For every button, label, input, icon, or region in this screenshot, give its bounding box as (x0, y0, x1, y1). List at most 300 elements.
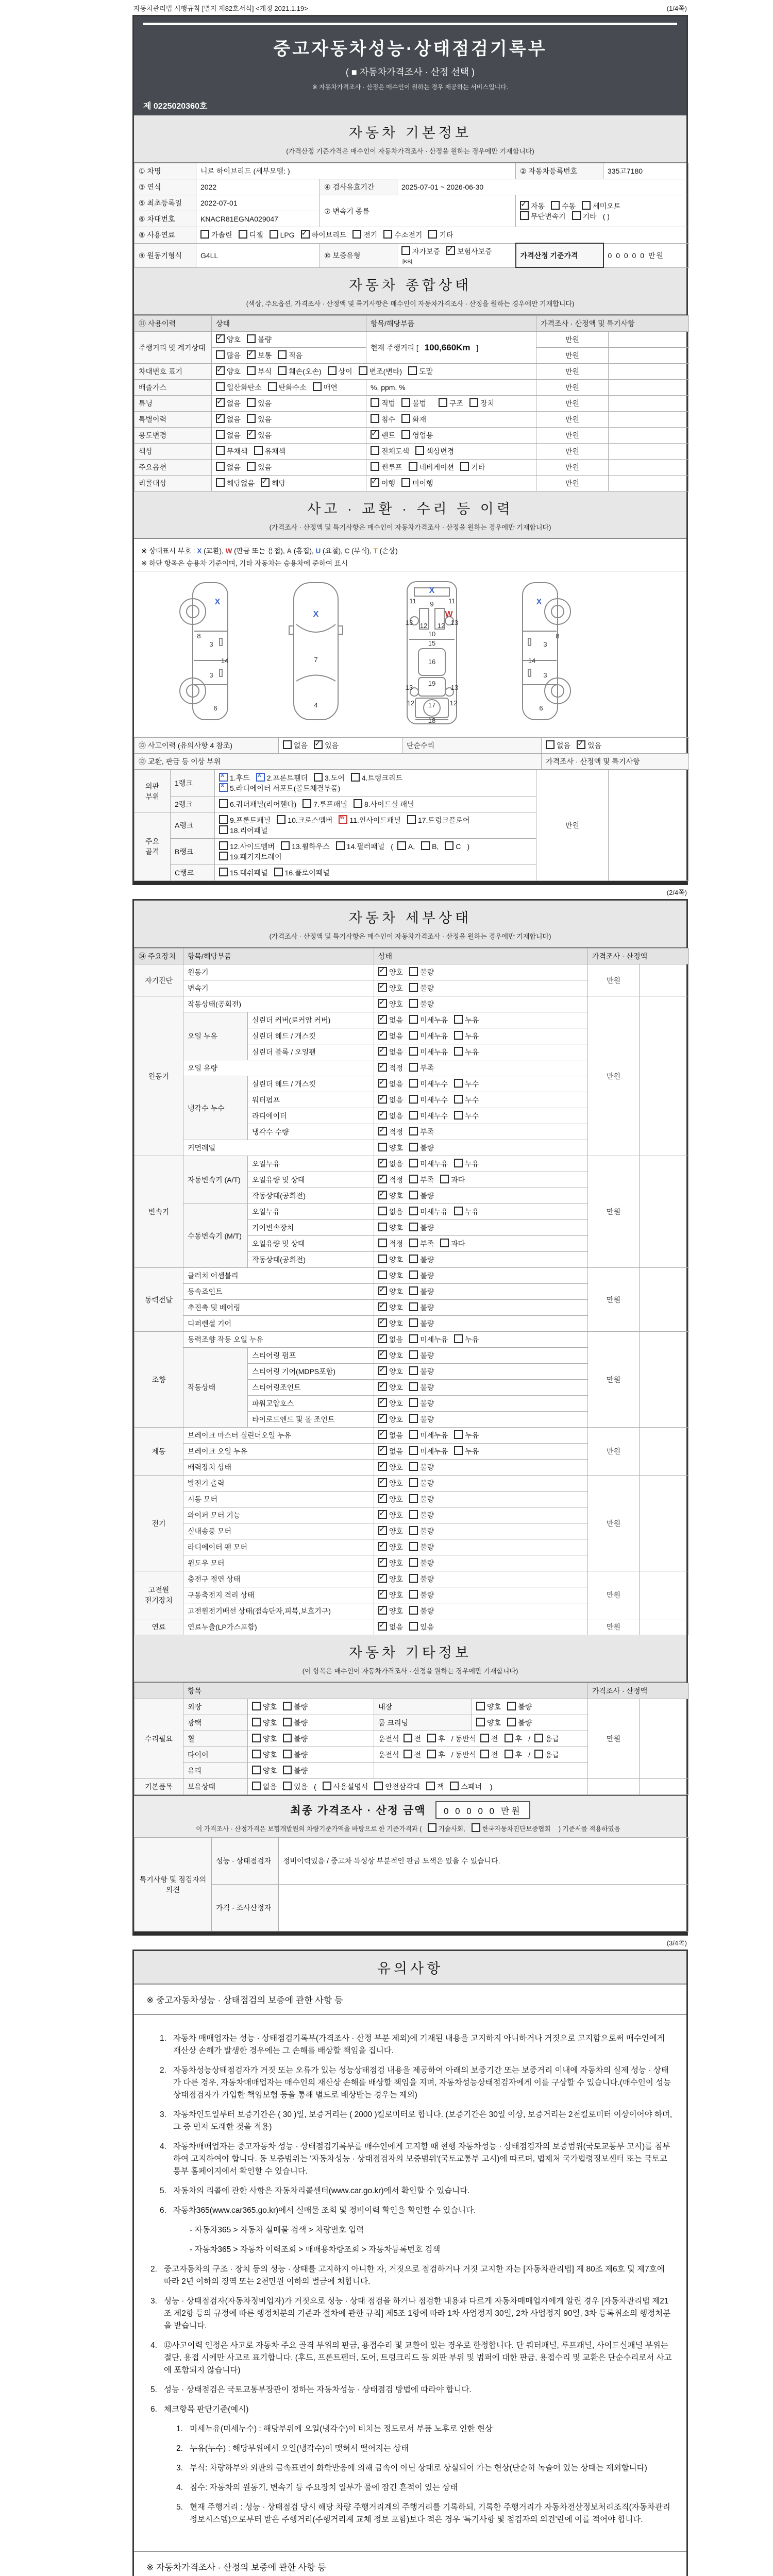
checkbox-option[interactable] (409, 1127, 434, 1137)
checkbox[interactable] (421, 841, 430, 850)
checkbox-option[interactable] (378, 1191, 403, 1201)
checkbox[interactable] (216, 462, 225, 471)
checkbox-option[interactable] (283, 1782, 308, 1792)
checkbox-option[interactable] (439, 398, 463, 409)
checkbox-option[interactable] (409, 1606, 434, 1616)
checkbox[interactable] (507, 1702, 516, 1710)
checkbox-option[interactable] (352, 230, 377, 240)
checkbox-option[interactable] (409, 1478, 434, 1488)
checkbox[interactable] (371, 446, 379, 455)
checkbox-option[interactable] (476, 1702, 501, 1712)
checkbox-option[interactable] (404, 1734, 422, 1744)
checkbox[interactable] (409, 1286, 418, 1295)
checkbox-option[interactable] (460, 462, 485, 472)
checkbox[interactable] (219, 825, 228, 834)
checkbox-option[interactable] (409, 1015, 448, 1025)
checkbox-option[interactable] (408, 366, 433, 377)
checkbox-option[interactable] (351, 773, 402, 783)
checkbox[interactable] (219, 841, 228, 850)
checkbox[interactable] (409, 1446, 418, 1455)
checkbox[interactable] (301, 230, 310, 239)
checkbox[interactable] (428, 1823, 436, 1832)
checkbox[interactable] (408, 366, 417, 375)
checkbox[interactable] (378, 1542, 387, 1551)
checkbox[interactable] (454, 1207, 463, 1215)
checkbox[interactable] (378, 1462, 387, 1471)
checkbox[interactable] (534, 1734, 543, 1742)
checkbox-option[interactable] (378, 1494, 403, 1504)
checkbox[interactable] (378, 999, 387, 1008)
checkbox[interactable] (216, 382, 225, 391)
checkbox-option[interactable] (409, 1334, 448, 1345)
checkbox-option[interactable] (378, 1015, 403, 1025)
checkbox[interactable] (313, 382, 322, 391)
checkbox[interactable] (409, 1574, 418, 1583)
checkbox-option[interactable] (454, 1095, 479, 1105)
checkbox-option[interactable] (415, 446, 454, 456)
checkbox-option[interactable] (323, 1782, 368, 1792)
checkbox[interactable] (247, 334, 256, 343)
checkbox-option[interactable] (409, 1191, 434, 1201)
checkbox[interactable] (454, 1111, 463, 1120)
checkbox-option[interactable] (378, 1175, 403, 1185)
checkbox[interactable] (378, 1526, 387, 1535)
checkbox-option[interactable] (409, 999, 434, 1009)
checkbox-option[interactable] (254, 446, 286, 456)
checkbox-option[interactable] (328, 366, 352, 377)
checkbox[interactable] (460, 462, 469, 471)
checkbox[interactable] (354, 799, 362, 808)
checkbox[interactable] (454, 1334, 463, 1343)
checkbox[interactable] (378, 1143, 387, 1151)
checkbox[interactable] (409, 1302, 418, 1311)
checkbox[interactable] (520, 201, 529, 210)
checkbox[interactable] (409, 1478, 418, 1487)
checkbox[interactable] (351, 773, 360, 782)
checkbox-option[interactable] (378, 1143, 403, 1153)
checkbox[interactable] (409, 1494, 418, 1503)
checkbox-option[interactable] (409, 1286, 434, 1297)
checkbox-option[interactable] (371, 478, 395, 488)
checkbox-option[interactable] (409, 1526, 434, 1536)
checkbox[interactable] (283, 1734, 292, 1742)
checkbox[interactable] (278, 366, 287, 375)
checkbox[interactable] (407, 815, 416, 824)
checkbox[interactable] (378, 1574, 387, 1583)
checkbox-option[interactable] (216, 334, 241, 345)
checkbox-option[interactable] (409, 1111, 448, 1121)
checkbox-option[interactable] (409, 1382, 434, 1393)
checkbox-option[interactable] (252, 1750, 277, 1760)
checkbox[interactable] (378, 1558, 387, 1567)
checkbox-option[interactable] (409, 1047, 448, 1057)
checkbox[interactable] (409, 967, 418, 976)
checkbox[interactable] (409, 1127, 418, 1136)
checkbox[interactable] (252, 1718, 261, 1726)
checkbox[interactable] (409, 1430, 418, 1439)
checkbox[interactable] (247, 366, 256, 375)
checkbox[interactable] (409, 983, 418, 992)
checkbox[interactable] (409, 1159, 418, 1167)
checkbox[interactable] (378, 1510, 387, 1519)
checkbox-option[interactable] (446, 246, 492, 257)
checkbox[interactable] (378, 1239, 387, 1247)
checkbox-option[interactable] (239, 230, 263, 240)
checkbox-option[interactable] (378, 1063, 403, 1073)
checkbox[interactable] (378, 1430, 387, 1439)
checkbox[interactable] (378, 967, 387, 976)
checkbox-option[interactable] (339, 815, 401, 825)
checkbox-option[interactable] (409, 1366, 434, 1377)
checkbox-option[interactable] (247, 334, 272, 345)
checkbox[interactable] (283, 1750, 292, 1758)
checkbox-option[interactable] (378, 1286, 403, 1297)
checkbox[interactable] (507, 1718, 516, 1726)
checkbox-option[interactable] (378, 1207, 403, 1217)
checkbox[interactable] (378, 1366, 387, 1375)
checkbox[interactable] (378, 1622, 387, 1631)
checkbox-option[interactable] (378, 1542, 403, 1552)
checkbox-option[interactable] (252, 1702, 277, 1712)
checkbox[interactable] (472, 1823, 480, 1832)
checkbox[interactable] (216, 446, 225, 455)
checkbox-option[interactable] (378, 1270, 403, 1281)
checkbox-option[interactable] (247, 414, 272, 425)
checkbox[interactable] (582, 201, 591, 210)
checkbox[interactable] (409, 1510, 418, 1519)
checkbox-option[interactable] (252, 1718, 277, 1728)
checkbox-option[interactable] (200, 230, 232, 240)
checkbox[interactable] (219, 852, 228, 860)
checkbox[interactable] (239, 230, 247, 239)
checkbox[interactable] (409, 1622, 418, 1631)
checkbox[interactable] (409, 1143, 418, 1151)
checkbox-option[interactable] (378, 1478, 403, 1488)
checkbox[interactable] (409, 1111, 418, 1120)
checkbox-option[interactable] (378, 1446, 403, 1456)
checkbox-option[interactable] (409, 1398, 434, 1409)
checkbox[interactable] (409, 1590, 418, 1599)
checkbox[interactable] (254, 446, 263, 455)
checkbox-option[interactable] (409, 1143, 434, 1153)
checkbox[interactable] (409, 1031, 418, 1040)
checkbox-option[interactable] (219, 799, 296, 809)
checkbox[interactable] (328, 366, 337, 375)
checkbox-option[interactable] (409, 462, 455, 472)
checkbox-option[interactable] (378, 1318, 403, 1329)
checkbox[interactable] (409, 1398, 418, 1407)
checkbox[interactable] (454, 1446, 463, 1455)
checkbox-option[interactable] (283, 1750, 308, 1760)
checkbox[interactable] (371, 478, 379, 487)
checkbox-option[interactable] (378, 1302, 403, 1313)
checkbox-option[interactable] (378, 1031, 403, 1041)
checkbox[interactable] (274, 868, 283, 876)
checkbox[interactable] (409, 1350, 418, 1359)
checkbox[interactable] (427, 1734, 436, 1742)
checkbox[interactable] (378, 1398, 387, 1407)
checkbox[interactable] (428, 230, 437, 239)
checkbox[interactable] (480, 1734, 489, 1742)
checkbox-option[interactable] (354, 799, 414, 809)
checkbox-option[interactable] (409, 1414, 434, 1425)
checkbox[interactable] (374, 1782, 383, 1790)
checkbox[interactable] (216, 350, 225, 359)
checkbox-option[interactable] (261, 478, 285, 488)
checkbox[interactable] (378, 1207, 387, 1215)
checkbox-option[interactable] (409, 1302, 434, 1313)
checkbox-option[interactable] (409, 1079, 448, 1089)
checkbox-option[interactable] (409, 1542, 434, 1552)
checkbox-option[interactable] (256, 773, 308, 783)
checkbox-option[interactable] (397, 841, 415, 851)
checkbox[interactable] (378, 1478, 387, 1487)
checkbox-option[interactable] (216, 430, 241, 440)
checkbox[interactable] (268, 382, 277, 391)
checkbox-option[interactable] (401, 430, 433, 440)
checkbox-option[interactable] (409, 1031, 448, 1041)
checkbox-option[interactable] (427, 1750, 445, 1760)
checkbox[interactable] (378, 1382, 387, 1391)
checkbox-option[interactable] (216, 382, 262, 393)
checkbox[interactable] (401, 478, 410, 487)
checkbox[interactable] (200, 230, 209, 239)
checkbox[interactable] (283, 1702, 292, 1710)
checkbox[interactable] (409, 1223, 418, 1231)
checkbox[interactable] (378, 1414, 387, 1423)
checkbox-option[interactable] (409, 1430, 448, 1440)
checkbox[interactable] (551, 201, 560, 210)
checkbox-option[interactable] (476, 1718, 501, 1728)
checkbox-option[interactable] (378, 1382, 403, 1393)
checkbox-option[interactable] (378, 1430, 403, 1440)
checkbox-option[interactable] (378, 1350, 403, 1361)
checkbox-option[interactable] (378, 1047, 403, 1057)
checkbox-option[interactable] (216, 350, 241, 361)
checkbox[interactable] (252, 1734, 261, 1742)
checkbox[interactable] (409, 1382, 418, 1391)
checkbox[interactable] (256, 773, 265, 782)
checkbox[interactable] (378, 1111, 387, 1120)
checkbox-option[interactable] (278, 366, 321, 377)
checkbox-option[interactable] (409, 983, 434, 993)
checkbox[interactable] (401, 246, 410, 255)
checkbox-option[interactable] (409, 1223, 434, 1233)
checkbox-option[interactable] (314, 773, 345, 783)
checkbox[interactable] (409, 1079, 418, 1088)
checkbox[interactable] (216, 334, 225, 343)
checkbox-option[interactable] (409, 1207, 448, 1217)
checkbox[interactable] (378, 1047, 387, 1056)
checkbox-option[interactable] (378, 1526, 403, 1536)
checkbox[interactable] (336, 841, 345, 850)
checkbox-option[interactable] (378, 1574, 403, 1584)
checkbox-option[interactable] (371, 430, 395, 440)
checkbox[interactable] (454, 1031, 463, 1040)
checkbox-option[interactable] (428, 1823, 465, 1833)
checkbox-option[interactable] (378, 1111, 403, 1121)
checkbox-option[interactable] (507, 1702, 532, 1712)
checkbox[interactable] (378, 1175, 387, 1183)
checkbox-option[interactable] (409, 1159, 448, 1169)
checkbox-option[interactable] (401, 478, 433, 488)
checkbox[interactable] (219, 773, 228, 782)
checkbox-option[interactable] (454, 1047, 479, 1057)
checkbox-option[interactable] (454, 1079, 479, 1089)
checkbox[interactable] (378, 1191, 387, 1199)
checkbox-option[interactable] (301, 230, 347, 240)
checkbox-option[interactable] (505, 1750, 523, 1760)
checkbox[interactable] (409, 1015, 418, 1024)
checkbox[interactable] (409, 1191, 418, 1199)
checkbox-option[interactable] (409, 1239, 434, 1249)
checkbox-option[interactable] (520, 201, 545, 211)
checkbox-option[interactable] (404, 1750, 422, 1760)
checkbox[interactable] (378, 1127, 387, 1136)
checkbox[interactable] (378, 1318, 387, 1327)
checkbox-option[interactable] (283, 1702, 308, 1712)
checkbox[interactable] (247, 430, 256, 439)
checkbox-option[interactable] (378, 983, 403, 993)
checkbox-option[interactable] (469, 398, 494, 409)
checkbox[interactable] (378, 1446, 387, 1455)
checkbox-option[interactable] (270, 230, 295, 239)
checkbox-option[interactable] (534, 1750, 559, 1760)
checkbox-option[interactable] (359, 366, 402, 377)
checkbox-option[interactable] (505, 1734, 523, 1744)
checkbox-option[interactable] (409, 1574, 434, 1584)
checkbox-option[interactable] (421, 841, 439, 851)
checkbox-option[interactable] (546, 740, 570, 751)
checkbox[interactable] (378, 1015, 387, 1024)
checkbox[interactable] (404, 1734, 412, 1742)
checkbox-option[interactable] (534, 1734, 559, 1744)
checkbox[interactable] (409, 1239, 418, 1247)
checkbox[interactable] (378, 1286, 387, 1295)
checkbox-option[interactable] (371, 446, 409, 456)
checkbox[interactable] (401, 398, 410, 407)
checkbox[interactable] (440, 1175, 449, 1183)
checkbox-option[interactable] (216, 478, 255, 488)
checkbox[interactable] (409, 1207, 418, 1215)
checkbox[interactable] (283, 1782, 292, 1790)
checkbox-option[interactable] (378, 1558, 403, 1568)
checkbox-option[interactable] (378, 1127, 403, 1137)
checkbox-option[interactable] (247, 430, 272, 440)
checkbox-option[interactable] (440, 1175, 465, 1185)
checkbox[interactable] (426, 1782, 435, 1790)
checkbox-option[interactable] (383, 230, 422, 240)
checkbox-option[interactable] (247, 398, 272, 409)
checkbox[interactable] (219, 783, 228, 792)
checkbox-option[interactable] (450, 1782, 482, 1792)
checkbox-option[interactable] (480, 1734, 498, 1744)
checkbox-option[interactable] (378, 1079, 403, 1089)
checkbox-option[interactable] (409, 1622, 434, 1632)
checkbox[interactable] (283, 1766, 292, 1774)
checkbox[interactable] (409, 462, 417, 471)
checkbox[interactable] (446, 246, 455, 255)
checkbox-option[interactable] (407, 815, 470, 825)
checkbox-option[interactable] (454, 1446, 479, 1456)
checkbox[interactable] (440, 1239, 449, 1247)
checkbox[interactable] (401, 430, 410, 439)
checkbox[interactable] (359, 366, 367, 375)
checkbox[interactable] (409, 1366, 418, 1375)
checkbox[interactable] (454, 1079, 463, 1088)
checkbox-option[interactable] (409, 1318, 434, 1329)
checkbox[interactable] (534, 1750, 543, 1758)
checkbox-option[interactable] (219, 783, 340, 793)
checkbox-option[interactable] (577, 740, 601, 751)
checkbox-option[interactable] (252, 1766, 277, 1776)
checkbox[interactable] (378, 1334, 387, 1343)
checkbox[interactable] (281, 841, 290, 850)
checkbox-option[interactable] (374, 1782, 420, 1792)
checkbox[interactable] (378, 1350, 387, 1359)
checkbox[interactable] (314, 773, 323, 782)
checkbox[interactable] (450, 1782, 459, 1790)
checkbox[interactable] (283, 1718, 292, 1726)
checkbox-option[interactable] (247, 350, 272, 361)
checkbox[interactable] (303, 799, 311, 808)
checkbox-option[interactable] (216, 446, 248, 456)
checkbox[interactable] (323, 1782, 331, 1790)
checkbox-option[interactable] (409, 1494, 434, 1504)
checkbox-option[interactable] (247, 462, 272, 472)
checkbox[interactable] (409, 1255, 418, 1263)
checkbox[interactable] (252, 1702, 261, 1710)
checkbox[interactable] (409, 1606, 418, 1615)
checkbox-option[interactable] (219, 852, 282, 862)
checkbox-option[interactable] (409, 1175, 434, 1185)
checkbox[interactable] (480, 1750, 489, 1758)
checkbox[interactable] (247, 350, 256, 359)
checkbox[interactable] (278, 350, 287, 359)
checkbox[interactable] (219, 799, 228, 808)
checkbox-option[interactable] (427, 1734, 445, 1744)
checkbox[interactable] (247, 398, 256, 407)
checkbox-option[interactable] (428, 230, 453, 240)
checkbox-option[interactable] (454, 1111, 479, 1121)
checkbox-option[interactable] (401, 246, 440, 257)
checkbox-option[interactable] (378, 999, 403, 1009)
checkbox[interactable] (409, 1558, 418, 1567)
checkbox[interactable] (261, 478, 270, 487)
checkbox-option[interactable] (551, 201, 576, 211)
checkbox[interactable] (401, 414, 410, 423)
checkbox-option[interactable] (216, 366, 241, 377)
checkbox[interactable] (409, 1095, 418, 1104)
checkbox[interactable] (270, 230, 278, 239)
checkbox-option[interactable] (247, 366, 272, 377)
checkbox[interactable] (247, 414, 256, 423)
checkbox-option[interactable] (378, 1366, 403, 1377)
checkbox-option[interactable] (314, 740, 339, 751)
checkbox[interactable] (439, 398, 447, 407)
checkbox-option[interactable] (378, 1255, 403, 1265)
checkbox[interactable] (378, 1590, 387, 1599)
checkbox[interactable] (409, 1318, 418, 1327)
checkbox-option[interactable] (371, 462, 402, 472)
checkbox[interactable] (216, 478, 225, 487)
checkbox-option[interactable] (409, 1446, 448, 1456)
checkbox[interactable] (454, 1015, 463, 1024)
checkbox-option[interactable] (409, 1063, 434, 1073)
checkbox-option[interactable] (252, 1734, 277, 1744)
checkbox-option[interactable] (283, 1718, 308, 1728)
checkbox[interactable] (409, 1334, 418, 1343)
